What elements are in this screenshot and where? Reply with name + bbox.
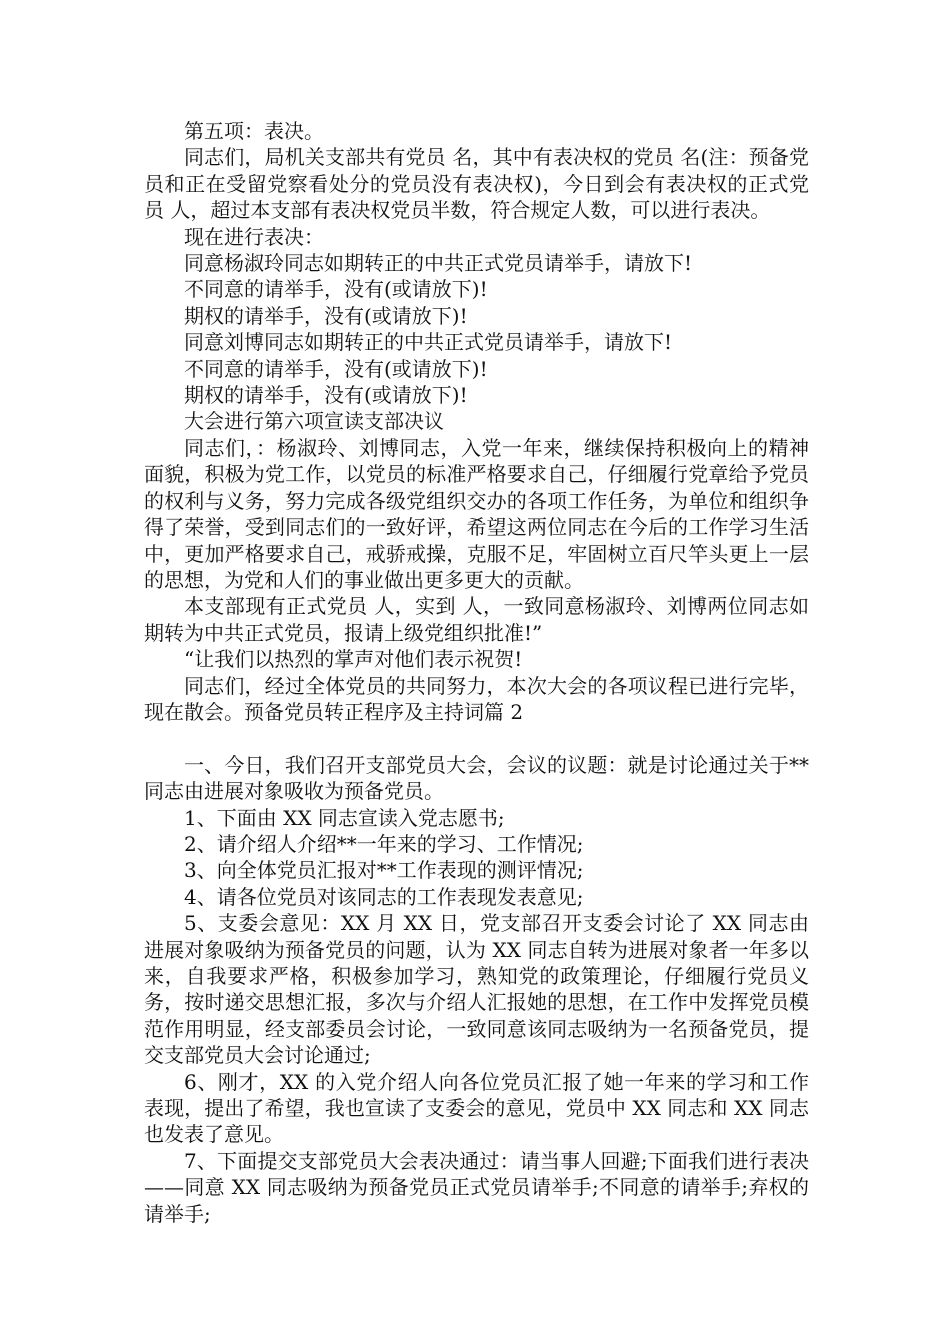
document-page xyxy=(144,118,809,1227)
paragraph: 1、下面由 XX 同志宣读入党志愿书; xyxy=(184,805,505,830)
paragraph: 同意刘博同志如期转正的中共正式党员请举手，请放下! xyxy=(184,330,673,355)
paragraph: 现在进行表决： xyxy=(184,224,324,249)
paragraph: 第五项：表决。 xyxy=(184,119,324,143)
paragraph: 4、请各位党员对该同志的工作表现发表意见; xyxy=(184,884,584,909)
paragraph: 期权的请举手，没有(或请放下)! xyxy=(184,303,468,328)
paragraph: 5、支委会意见：XX 月 XX 日，党支部召开支委会讨论了 XX 同志由进展对象吸纳为预备党员的问题，认为 XX 同志自转为进展对象者一年多以来，自我要求严格，积极参加学习，熟知党的政策理论，仔细履行党员义务，按时递交思想汇报，多次与介绍人汇报她的思想，在工作中发挥党员模范作用明显，经支部委员会讨论，一致同意该同志吸纳为一名预备党员，提交支部党员大会讨论通过; xyxy=(144,911,809,1068)
paragraph: 2、请介绍人介绍**一年来的学习、工作情况; xyxy=(184,831,584,856)
paragraph: 7、下面提交支部党员大会表决通过：请当事人回避;下面我们进行表决——同意 XX 同志吸纳为预备党员正式党员请举手;不同意的请举手;弃权的请举手; xyxy=(144,1148,809,1226)
paragraph: “让我们以热烈的掌声对他们表示祝贺! xyxy=(184,647,523,672)
paragraph: 不同意的请举手，没有(或请放下)! xyxy=(184,356,488,381)
paragraph: 同意杨淑玲同志如期转正的中共正式党员请举手，请放下! xyxy=(184,251,693,276)
paragraph: 同志们，：杨淑玲、刘博同志，入党一年来，继续保持积极向上的精神面貌，积极为党工作，以党员的标准严格要求自己，仔细履行党章给予党员的权利与义务，努力完成各级党组织交办的各项工作任务，为单位和组织争得了荣誉，受到同志们的一致好评，希望这两位同志在今后的工作学习生活中，更加严格要求自己，戒骄戒操，克服不足，牢固树立百尺竿头更上一层的思想，为党和人们的事业做出更多更大的贡献。 xyxy=(144,435,809,592)
paragraph: 6、刚才，XX 的入党介绍人向各位党员汇报了她一年来的学习和工作表现，提出了希望，我也宣读了支委会的意见，党员中 XX 同志和 XX 同志也发表了意见。 xyxy=(144,1069,809,1147)
paragraph: 3、向全体党员汇报对**工作表现的测评情况; xyxy=(184,858,584,883)
paragraph: 期权的请举手，没有(或请放下)! xyxy=(184,383,468,408)
paragraph: 一、今日，我们召开支部党员大会，会议的议题：就是讨论通过关于**同志由进展对象吸收为预备党员。 xyxy=(144,752,809,804)
paragraph: 同志们，经过全体党员的共同努力，本次大会的各项议程已进行完毕，现在散会。预备党员转正程序及主持词篇 2 xyxy=(144,673,809,724)
paragraph: 不同意的请举手，没有(或请放下)! xyxy=(184,277,488,302)
blank-line xyxy=(144,725,809,751)
paragraph: 同志们，局机关支部共有党员 名，其中有表决权的党员 名(注：预备党员和正在受留党察看处分的党员没有表决权)，今日到会有表决权的正式党员 人，超过本支部有表决权党员半数，符合规定人数，可以进行表决。 xyxy=(144,145,809,223)
paragraph: 大会进行第六项宣读支部决议 xyxy=(184,409,444,434)
paragraph: 本支部现有正式党员 人，实到 人，一致同意杨淑玲、刘博两位同志如期转为中共正式党员，报请上级党组织批准!” xyxy=(144,594,809,645)
